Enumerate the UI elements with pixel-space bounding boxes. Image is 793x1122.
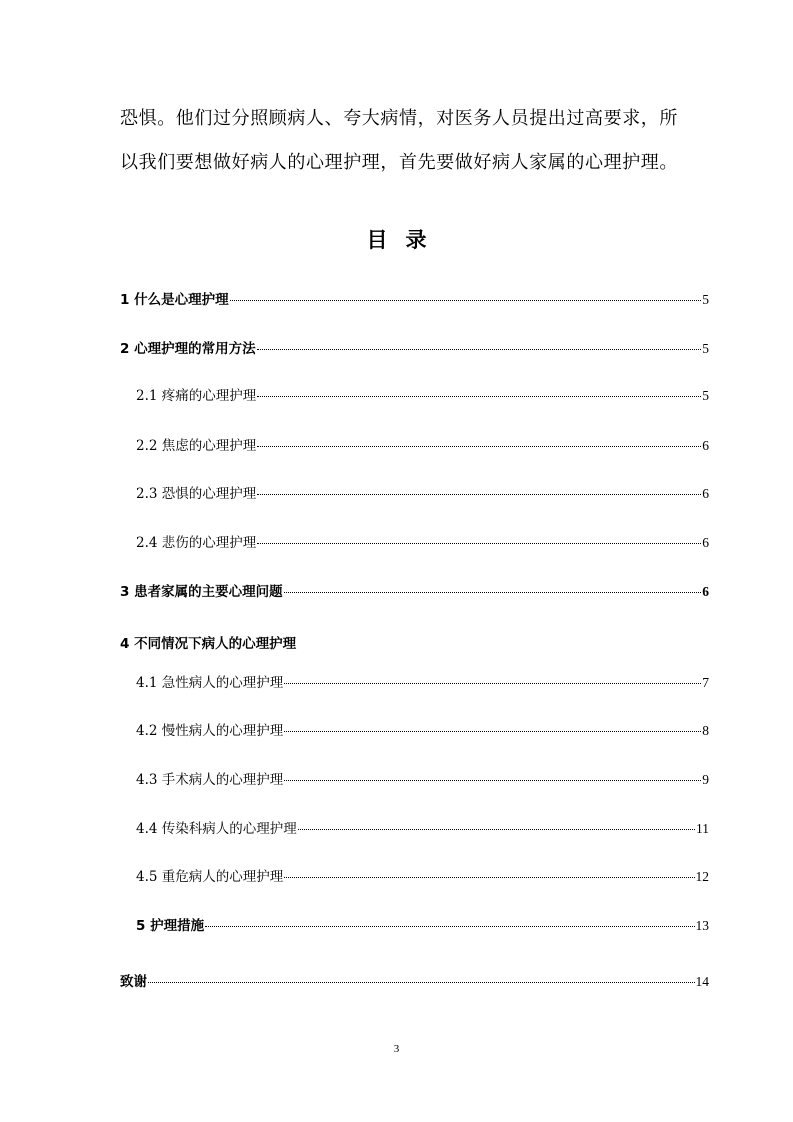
toc-entry[interactable]	[120, 337, 709, 357]
body-text-line-1: 恐惧。他们过分照顾病人、夸大病情，对医务人员提出过高要求，所	[120, 108, 678, 129]
toc-entry-page: 6	[702, 486, 709, 501]
toc-entry-label: 5 护理措施	[136, 918, 205, 934]
toc-entry-page: 9	[702, 772, 709, 787]
toc-entry[interactable]	[136, 914, 709, 934]
toc-leader	[257, 349, 702, 350]
toc-leader	[284, 877, 694, 878]
toc-entry-page: 5	[702, 292, 709, 307]
toc-title: 目录	[366, 228, 445, 252]
toc-entry[interactable]	[136, 671, 709, 691]
toc-entry[interactable]	[136, 434, 709, 454]
toc-entry-label: 4.3 手术病人的心理护理	[136, 772, 284, 788]
toc-entry-label: 2 心理护理的常用方法	[120, 341, 256, 357]
toc-leader	[205, 926, 694, 927]
toc-entry-label: 2.1 疼痛的心理护理	[136, 388, 257, 404]
toc-entry-label: 2.4 悲伤的心理护理	[136, 535, 257, 551]
toc-entry-label: 4.2 慢性病人的心理护理	[136, 723, 284, 739]
toc-leader	[284, 780, 701, 781]
toc-entry-page: 7	[702, 675, 709, 690]
toc-entry-page: 5	[702, 341, 709, 356]
toc-entry-label: 4.4 传染科病人的心理护理	[136, 821, 297, 837]
toc-entry-label: 4.1 急性病人的心理护理	[136, 675, 284, 691]
toc-leader	[148, 982, 695, 983]
toc-entry-heading[interactable]	[120, 632, 296, 652]
toc-entry-page: 5	[702, 388, 709, 403]
toc-entry[interactable]	[136, 384, 709, 404]
toc-entry-label: 1 什么是心理护理	[120, 292, 229, 308]
toc-entry[interactable]	[136, 531, 709, 551]
toc-entry-page: 11	[696, 821, 709, 836]
toc-entry-page: 12	[695, 869, 709, 884]
toc-leader	[257, 446, 701, 447]
toc-entry[interactable]	[136, 719, 709, 739]
toc-entry-label: 4 不同情况下病人的心理护理	[120, 636, 297, 652]
toc-entry-label: 2.2 焦虑的心理护理	[136, 438, 257, 454]
toc-entry[interactable]	[120, 580, 709, 600]
page-number: 3	[393, 1043, 400, 1055]
toc-leader	[257, 543, 701, 544]
toc-entry-page: 6	[702, 584, 709, 599]
toc-entry-page: 14	[695, 974, 709, 989]
toc-entry[interactable]	[120, 970, 709, 990]
toc-leader	[257, 396, 701, 397]
toc-leader	[284, 731, 701, 732]
toc-entry-label: 3 患者家属的主要心理问题	[120, 584, 283, 600]
toc-entry[interactable]	[136, 817, 709, 837]
toc-entry[interactable]	[136, 768, 709, 788]
toc-entry-page: 6	[702, 438, 709, 453]
toc-entry-page: 8	[702, 723, 709, 738]
toc-leader	[284, 683, 701, 684]
toc-entry[interactable]	[136, 865, 709, 885]
toc-entry-page: 6	[702, 535, 709, 550]
toc-entry-page: 13	[695, 918, 709, 933]
toc-entry-label: 2.3 恐惧的心理护理	[136, 486, 257, 502]
toc-leader	[230, 300, 702, 301]
toc-leader	[284, 592, 702, 593]
toc-leader	[257, 494, 701, 495]
toc-leader	[298, 829, 695, 830]
toc-entry[interactable]	[120, 288, 709, 308]
body-text-line-2: 以我们要想做好病人的心理护理，首先要做好病人家属的心理护理。	[120, 152, 678, 173]
toc-entry[interactable]	[136, 482, 709, 502]
toc-entry-label: 致谢	[120, 974, 147, 990]
toc-entry-label: 4.5 重危病人的心理护理	[136, 869, 284, 885]
